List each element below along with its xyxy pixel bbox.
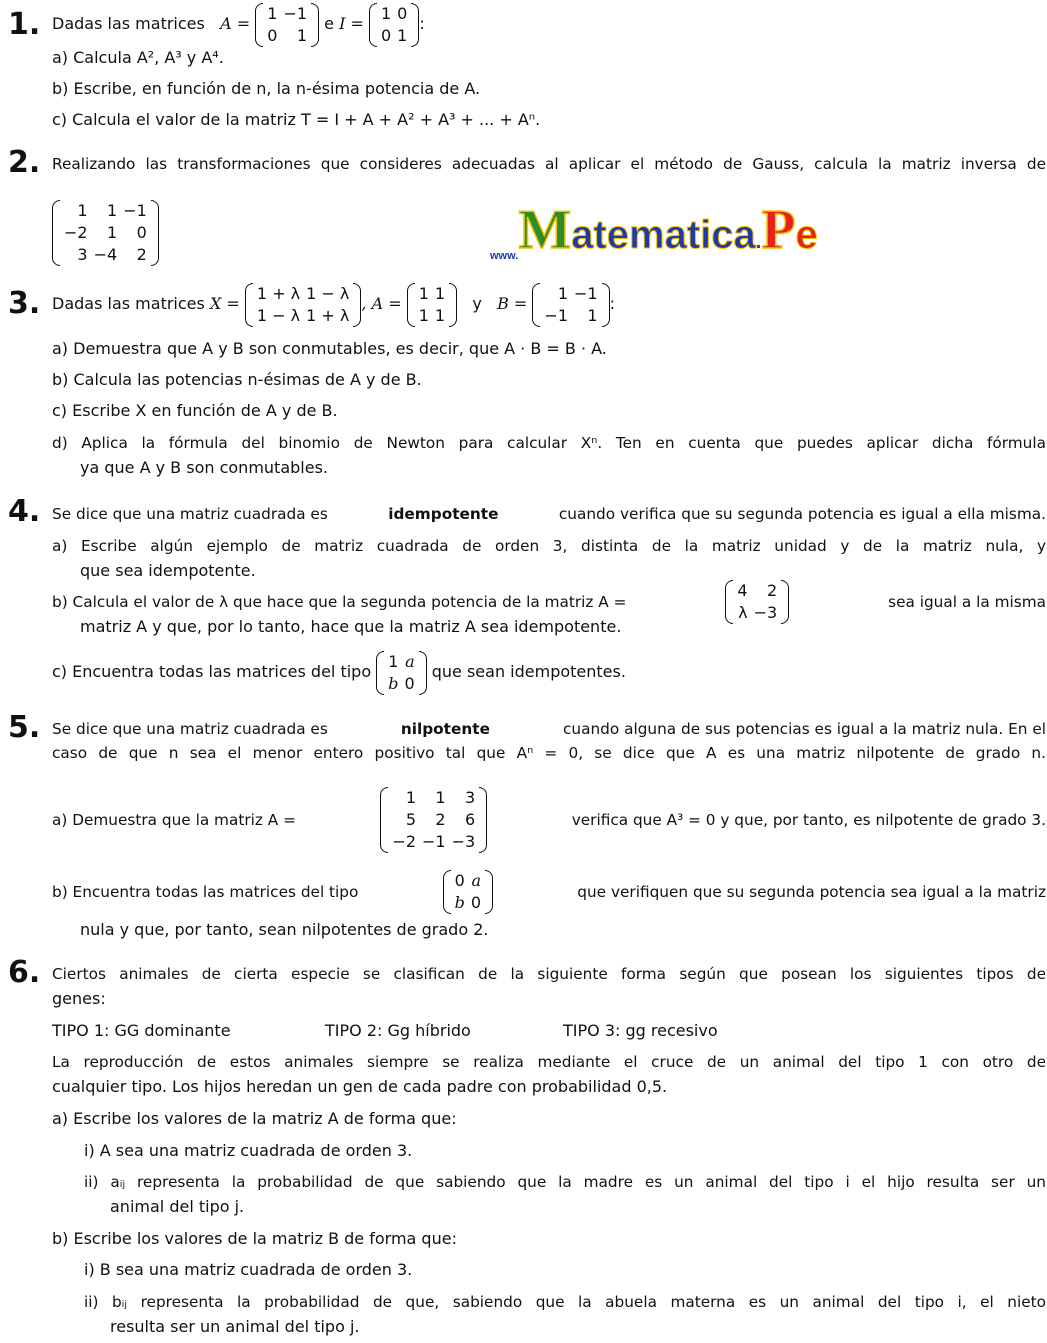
matrix-b: 1 −1 −1 1 [532,283,609,327]
problem-3-part-a: a) Demuestra que A y B son conmutables, es decir, que A · B = B · A. [52,339,607,358]
matrix-lambda: 4 2 λ −3 [725,580,789,624]
problem-1-part-c: c) Calcula el valor de la matriz T = I + A + A² + A³ + ... + Aⁿ. [52,110,541,129]
gene-type-1: TIPO 1: GG dominante [52,1021,231,1040]
matrix-a-label: A = [220,14,251,33]
matrix-i-label: I = [339,14,364,33]
problem-3-statement: Dadas las matrices X = 1 + λ 1 − λ 1 − λ 1 + λ , A = 1 1 1 1 y B = 1 −1 −1 1 : [52,283,615,325]
problem-6-part-a: a) Escribe los valores de la matriz A de forma que: [52,1109,457,1128]
problem-6-reproduction: La reproducción de estos animales siempre se realiza mediante el cruce de un animal del tipo 1 con otro de [52,1053,1046,1071]
problem-5-statement-cont: caso de que n sea el menor entero positivo tal que Aⁿ = 0, se dice que A es una matriz nilpotente de grado n. [52,744,1046,762]
problem-4-part-a: a) Escribe algún ejemplo de matriz cuadrada de orden 3, distinta de la matriz unidad y de la matriz nula, y [52,537,1046,555]
keyword-idempotente: idempotente [388,505,499,523]
problem-5-part-a: a) Demuestra que la matriz A = 1 1 3 5 2 6 −2 −1 −3 verifica que A³ = 0 y que, por tanto, es nilpotente de grado 3. [52,788,1046,851]
problem-1-part-b: b) Escribe, en función de n, la n-ésima potencia de A. [52,79,481,98]
problem-1-number: 1. [8,7,41,42]
matrix-x: 1 + λ 1 − λ 1 − λ 1 + λ [245,283,361,327]
problem-3-part-d-cont: ya que A y B son conmutables. [80,458,328,477]
matrix-a: 1 −1 0 1 [255,3,319,47]
problem-4-part-a-cont: que sea idempotente. [80,561,256,580]
problem-6-part-b: b) Escribe los valores de la matriz B de forma que: [52,1229,457,1248]
problem-6-part-a-ii-cont: animal del tipo j. [110,1197,245,1216]
problem-6-statement: Ciertos animales de cierta especie se clasifican de la siguiente forma según que posean los siguientes tipos de [52,965,1046,983]
problem-6-number: 6. [8,955,41,990]
problem-2-matrix: 1 1 −1 −2 1 0 3 −4 2 [52,200,159,266]
matrix-a-p3: 1 1 1 1 [407,283,457,327]
problem-6-part-a-i: i) A sea una matriz cuadrada de orden 3. [84,1141,413,1160]
problem-4-statement: Se dice que una matriz cuadrada es idempotente cuando verifica que su segunda potencia es igual a ella misma. [52,502,1046,526]
problem-6-part-a-ii: ii) aᵢⱼ representa la probabilidad de que sabiendo que la madre es un animal del tipo i el hijo resulta ser un [84,1173,1046,1191]
keyword-nilpotente: nilpotente [400,720,490,738]
problem-3-part-b: b) Calcula las potencias n-ésimas de A y de B. [52,370,422,389]
problem-2-number: 2. [8,145,41,180]
problem-5-part-b-cont: nula y que, por tanto, sean nilpotentes de grado 2. [80,920,489,939]
problem-6-part-b-i: i) B sea una matriz cuadrada de orden 3. [84,1260,413,1279]
problem-5-statement: Se dice que una matriz cuadrada es nilpotente cuando alguna de sus potencias es igual a la matriz nula. En el [52,717,1046,741]
matrix-nilpotent: 1 1 3 5 2 6 −2 −1 −3 [380,787,487,853]
problem-4-part-c: c) Encuentra todas las matrices del tipo 1 a b 0 que sean idempotentes. [52,651,626,693]
problem-3-part-c: c) Escribe X en función de A y de B. [52,401,338,420]
problem-4-number: 4. [8,494,41,529]
problem-1-intro: Dadas las matrices [52,14,205,33]
problem-3-number: 3. [8,286,41,321]
conjunction: e [324,14,334,33]
problem-1-part-a: a) Calcula A², A³ y A⁴. [52,48,224,67]
matrix-type-1a: 1 a b 0 [376,651,426,695]
gene-type-2: TIPO 2: Gg híbrido [325,1021,471,1040]
gene-type-3: TIPO 3: gg recesivo [563,1021,718,1040]
matematica-pe-logo: www.Matematica.Pe [490,199,818,262]
problem-5-number: 5. [8,710,41,745]
problem-6-reproduction-cont: cualquier tipo. Los hijos heredan un gen de cada padre con probabilidad 0,5. [52,1077,668,1096]
problem-2-statement: Realizando las transformaciones que consideres adecuadas al aplicar el método de Gauss, calcula la matriz inversa de [52,155,1046,173]
problem-5-part-b: b) Encuentra todas las matrices del tipo 0 a b 0 que verifiquen que su segunda potencia sea igual a la matriz [52,871,1046,912]
problem-4-part-b-cont: matriz A y que, por lo tanto, hace que la matriz A sea idempotente. [80,617,622,636]
problem-3-part-d: d) Aplica la fórmula del binomio de Newton para calcular Xⁿ. Ten en cuenta que puedes aplicar dicha fórmula [52,434,1046,452]
problem-6-statement-cont: genes: [52,989,106,1008]
problem-4-part-b: b) Calcula el valor de λ que hace que la segunda potencia de la matriz A = 4 2 λ −3 sea igual a la misma [52,581,1046,622]
problem-6-part-b-ii-cont: resulta ser un animal del tipo j. [110,1317,360,1336]
matrix-i: 1 0 0 1 [369,3,419,47]
problem-6-part-b-ii: ii) bᵢⱼ representa la probabilidad de que, sabiendo que la abuela materna es un animal del tipo i, el nieto [84,1293,1046,1311]
matrix-type-0a: 0 a b 0 [443,870,493,914]
problem-1-statement: Dadas las matrices A = 1 −1 0 1 e I = 1 0 0 1 : [52,3,425,45]
